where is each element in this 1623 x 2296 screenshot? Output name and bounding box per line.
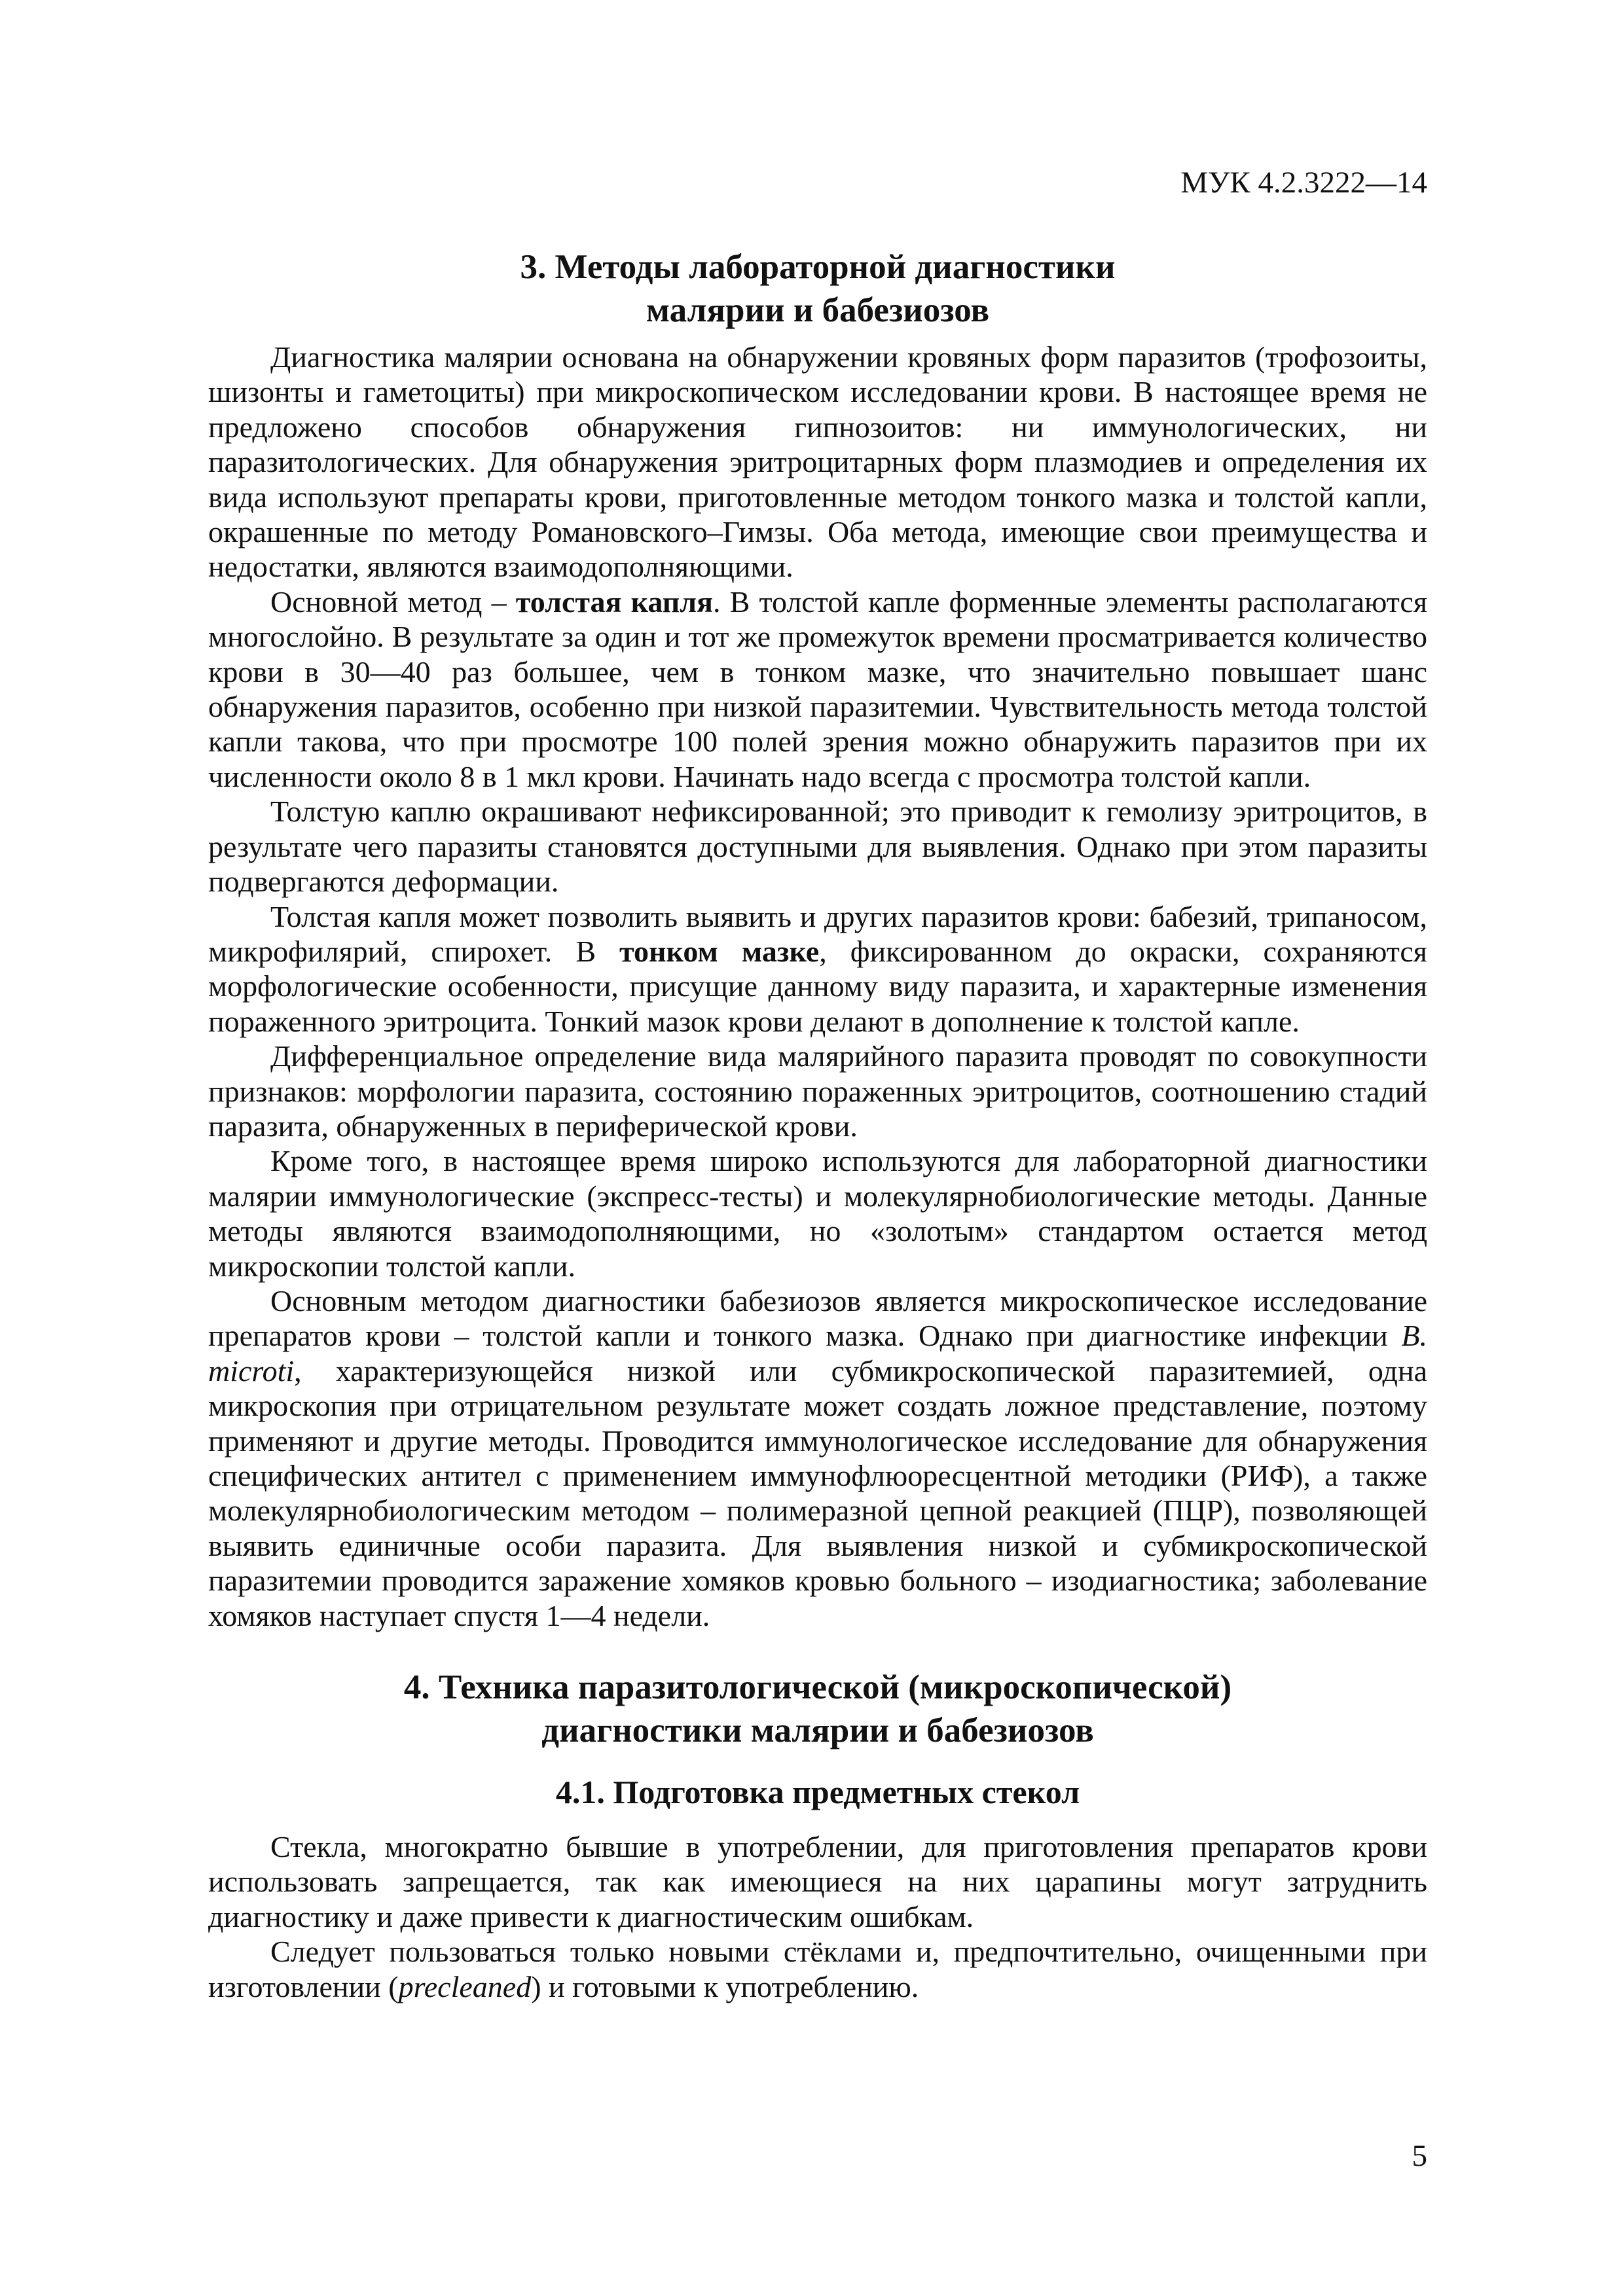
section-3-paragraph-1: Диагностика малярии основана на обнаружении кровяных форм паразитов (трофозоиты, шизонты и гаметоциты) при микроскопическом исследовании крови. В настоящее время не предложено способов обнаружения гипнозоитов: ни иммунологических, ни паразитологических. Для обнаружения эритроцитарных форм плазмодиев и определения их вида используют препараты крови, приготовленные методом тонкого мазка и толстой капли, окрашенные по методу Романовского–Гимзы. Оба метода, имеющие свои преимущества и недостатки, являются взаимодополняющими. (208, 340, 1427, 584)
section-3-paragraph-7 (208, 1283, 1427, 1633)
section-3-paragraph-3: Толстую каплю окрашивают нефиксированной; это приводит к гемолизу эритроцитов, в результате чего паразиты становятся доступными для выявления. Однако при этом паразиты подвергаются деформации. (208, 795, 1427, 899)
text-run: Основной метод – (270, 584, 516, 619)
text-run: Толстая капля может позволить выявить и других паразитов крови: бабезий, трипаносом, микрофилярий, спирохет. В (208, 899, 1427, 968)
section-3-paragraph-6: Кроме того, в настоящее время широко используются для лабораторной диагностики малярии иммунологические (экспресс-тесты) и молекулярнобиологические методы. Данные методы являются взаимодополняющими, но «золотым» стандартом остается метод микроскопии толстой капли. (208, 1144, 1427, 1283)
section-3-paragraph-2 (208, 584, 1427, 794)
italic-species-name: B. microti (208, 1319, 1427, 1388)
text-run: , фиксированном до окраски, сохраняются морфологические особенности, присущие данному виду паразита, и характерные изменения пораженного эритроцита. Тонкий мазок крови делают в дополнение к толстой капле. (208, 934, 1427, 1038)
bold-term-thin-smear: тонком мазке (619, 934, 820, 968)
text-run: , характеризующейся низкой или субмикроскопической паразитемией, одна микроскопия при отрицательном результате может создать ложное представление, поэтому применяют и другие методы. Проводится иммунологическое исследование для обнаружения специфических антител с применением иммунофлюоресцентной методики (РИФ), а также молекулярнобиологическим методом – полимеразной цепной реакцией (ПЦР), позволяющей выявить единичные особи паразита. Для выявления низкой и субмикроскопической паразитемии проводится заражение хомяков кровью больного – изодиагностика; заболевание хомяков наступает спустя 1—4 недели. (208, 1354, 1427, 1632)
text-run: ) и готовыми к употреблению. (531, 1969, 919, 2003)
section-4-paragraph-2 (208, 1934, 1427, 2004)
section-4-paragraph-1: Стекла, многократно бывшие в употреблении, для приготовления препаратов крови использовать запрещается, так как имеющиеся на них царапины могут затруднить диагностику и даже привести к диагностическим ошибкам. (208, 1830, 1427, 1933)
bold-term-thick-drop: толстая капля (515, 584, 713, 619)
document-code: МУК 4.2.3222—14 (1180, 166, 1427, 200)
section-3-paragraph-4 (208, 899, 1427, 1039)
section-4-title (208, 1666, 1427, 1752)
text-run: . В толстой капле форменные элементы располагаются многослойно. В результате за один и тот же промежуток времени просматривается количество крови в 30—40 раз большее, чем в тонком мазке, что значительно повышает шанс обнаружения паразитов, особенно при низкой паразитемии. Чувствительность метода толстой капли такова, что при просмотре 100 полей зрения можно обнаружить паразитов при их численности около 8 в 1 мкл крови. Начинать надо всегда с просмотра толстой капли. (208, 584, 1427, 793)
section-3-paragraph-5: Дифференциальное определение вида малярийного паразита проводят по совокупности признаков: морфологии паразита, состоянию пораженных эритроцитов, соотношению стадий паразита, обнаруженных в периферической крови. (208, 1039, 1427, 1143)
section-3-title-line-2: малярии и бабезиозов (646, 291, 990, 329)
subsection-4-1-title: 4.1. Подготовка предметных стекол (555, 1774, 1080, 1811)
text-run: Основным методом диагностики бабезиозов является микроскопическое исследование препаратов крови – толстой капли и тонкого мазка. Однако при диагностике инфекции (208, 1283, 1427, 1353)
italic-term-precleaned: precleaned (398, 1969, 532, 2003)
section-4-title-line-1: 4. Техника паразитологической (микроскопической) (403, 1668, 1232, 1707)
section-3-title-line-1: 3. Методы лабораторной диагностики (520, 248, 1116, 286)
section-4-title-line-2: диагностики малярии и бабезиозов (541, 1712, 1094, 1750)
page-number: 5 (1412, 2139, 1427, 2173)
text-run: Следует пользоваться только новыми стёклами и, предпочтительно, очищенными при изготовлении ( (208, 1935, 1427, 2003)
page-content (208, 245, 1427, 2004)
section-3-title (208, 245, 1427, 332)
